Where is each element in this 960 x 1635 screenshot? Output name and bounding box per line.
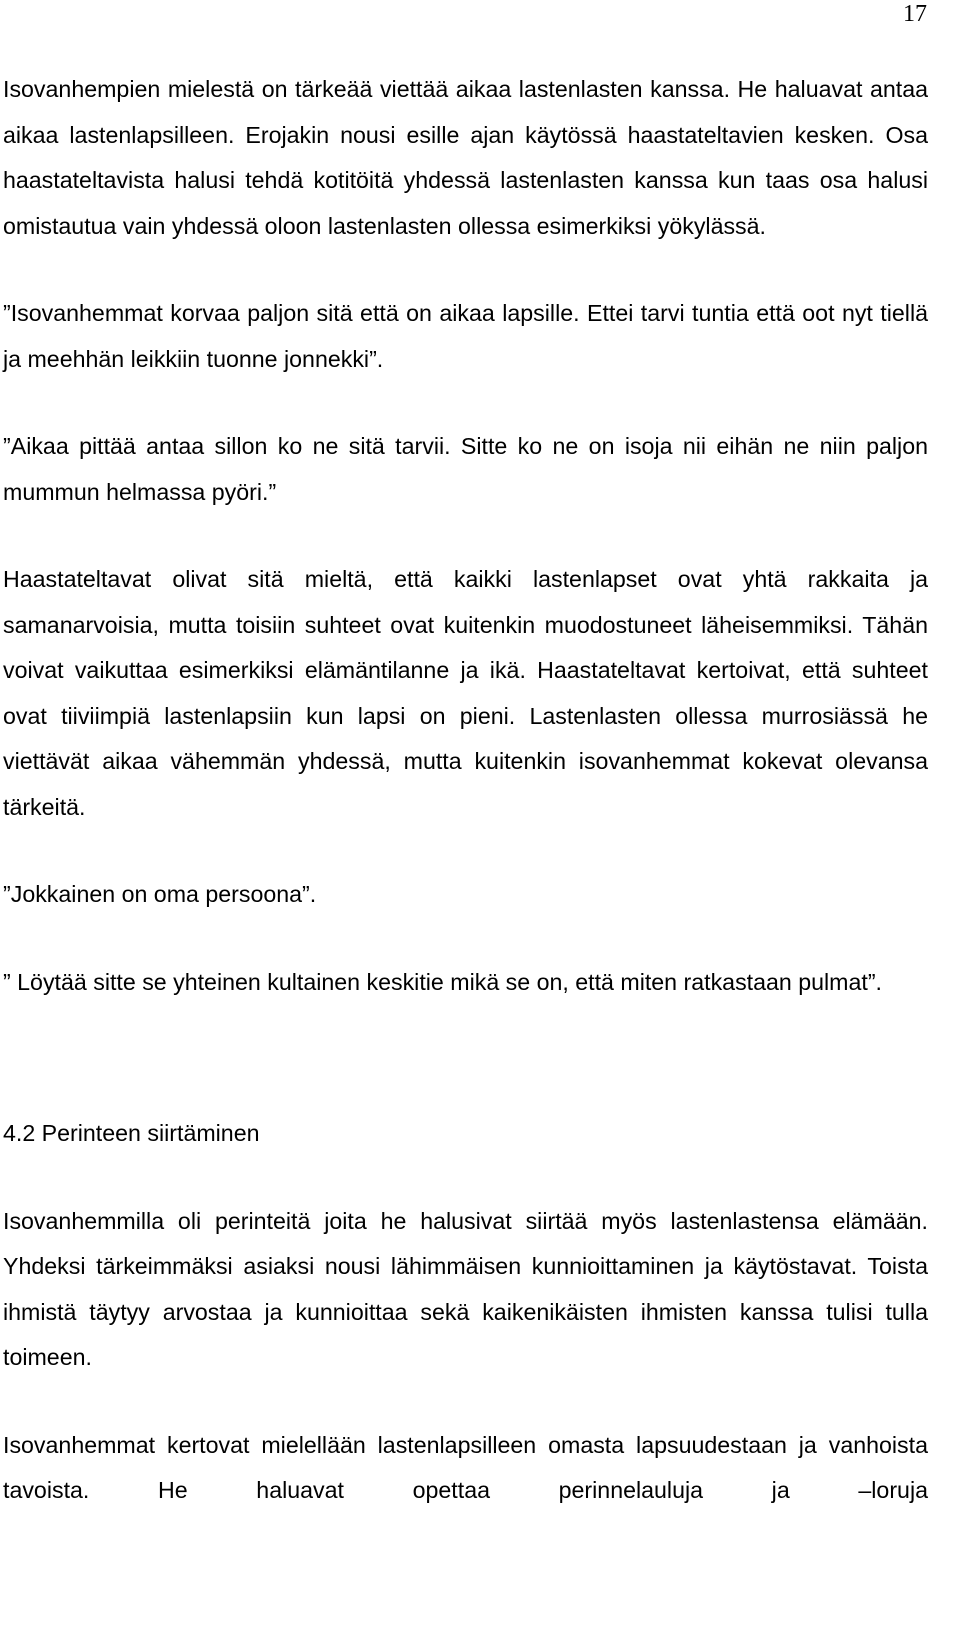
paragraph-spacer bbox=[3, 515, 928, 557]
paragraph-spacer bbox=[3, 249, 928, 291]
page-number: 17 bbox=[903, 1, 927, 27]
section-heading: 4.2 Perinteen siirtäminen bbox=[3, 1120, 260, 1146]
paragraph-equal-grandchildren: Haastateltavat olivat sitä mieltä, että kaikki lastenlapset ovat yhtä rakkaita ja samanarvoisia, mutta toisiin suhteet ovat kuitenkin muodostuneet läheisemmiksi. Tähän voivat vaikuttaa esimerkiksi elämäntilanne ja ikä. Haastateltavat kertoivat, että suhteet ovat tiiviimpiä lastenlapsiin kun lapsi on pieni. Lastenlasten ollessa murrosiässä he viettävät aikaa vähemmän yhdessä, mutta kuitenkin isovanhemmat kokevat olevansa tärkeitä. bbox=[3, 566, 928, 820]
interview-quote: ”Aikaa pittää antaa sillon ko ne sitä tarvii. Sitte ko ne on isoja nii eihän ne niin paljon mummun helmassa pyöri.” bbox=[3, 433, 928, 505]
interview-quote: ” Löytää sitte se yhteinen kultainen keskitie mikä se on, että miten ratkastaan pulmat”. bbox=[3, 968, 882, 995]
paragraph-traditions: Isovanhemmilla oli perinteitä joita he halusivat siirtää myös lastenlastensa elämään. Yhdeksi tärkeimmäksi asiaksi nousi lähimmäisen kunnioittaminen ja käytöstavat. Toista ihmistä täytyy arvostaa ja kunnioittaa sekä kaikenikäisten ihmisten kanssa tulisi tulla toimeen. bbox=[3, 1207, 928, 1370]
paragraph-spacer bbox=[3, 382, 928, 424]
paragraph-time-with-grandchildren: Isovanhempien mielestä on tärkeää viettää aikaa lastenlasten kanssa. He haluavat antaa aikaa lastenlapsilleen. Erojakin nousi esille ajan käytössä haastateltavien kesken. Osa haastateltavista halusi tehdä kotitöitä yhdessä lastenlasten kanssa kun taas osa halusi omistautua vain yhdessä oloon lastenlasten ollessa esimerkiksi yökylässä. bbox=[3, 76, 928, 239]
paragraph-spacer bbox=[3, 918, 928, 960]
paragraph-spacer bbox=[3, 830, 928, 872]
interview-quote: ”Isovanhemmat korvaa paljon sitä että on aikaa lapsille. Ettei tarvi tuntia että oot nyt tiellä ja meehhän leikkiin tuonne jonnekki”. bbox=[3, 300, 928, 372]
interview-quote: ”Jokkainen on oma persoona”. bbox=[3, 881, 317, 907]
section-spacer bbox=[3, 1005, 928, 1111]
paragraph-spacer bbox=[3, 1381, 928, 1423]
document-body bbox=[3, 67, 928, 1514]
paragraph-childhood-stories: Isovanhemmat kertovat mielellään lastenlapsilleen omasta lapsuudestaan ja vanhoista tavoista. He haluavat opettaa perinnelauluja ja –loruja bbox=[3, 1431, 928, 1503]
paragraph-spacer bbox=[3, 1157, 928, 1199]
